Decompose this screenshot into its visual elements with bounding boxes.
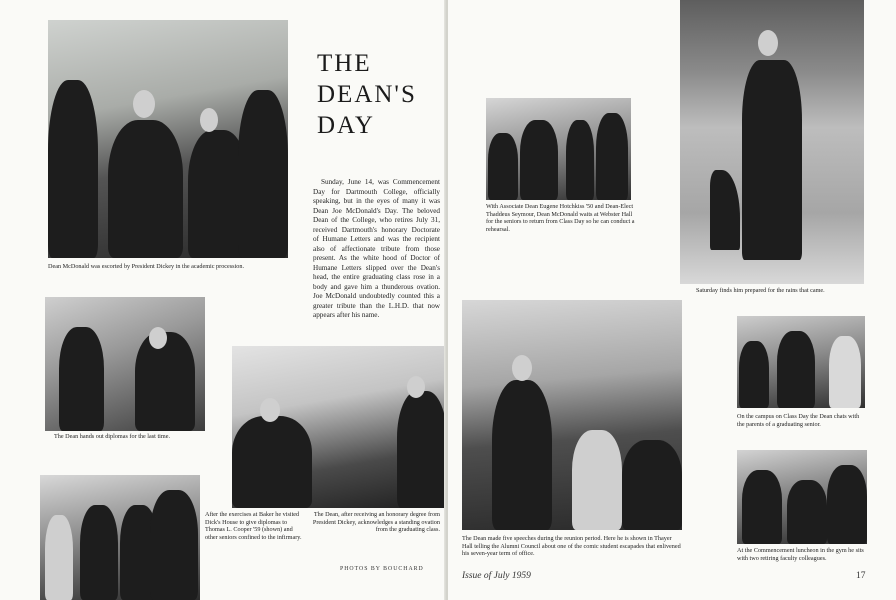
caption-diplomas: The Dean hands out diplomas for the last time. xyxy=(54,433,170,440)
right-page xyxy=(448,0,896,600)
photo-reunion xyxy=(462,300,682,530)
caption-rains: Saturday finds him prepared for the rains that came. xyxy=(696,287,825,294)
photo-baker xyxy=(40,475,200,600)
photo-classday xyxy=(737,316,865,408)
caption-webster: With Associate Dean Eugene Hotchkiss '50 and Dean-Elect Thaddeus Seymour, Dean McDonald waits at Webster Hall for the seniors to return from Class Day so he can conduct a rehearsal. xyxy=(486,203,635,233)
caption-classday: On the campus on Class Day the Dean chats with the parents of a graduating senior. xyxy=(737,413,860,428)
photo-credit: PHOTOS BY BOUCHARD xyxy=(340,566,424,572)
title-line: THE xyxy=(317,50,372,77)
title-line: DAY xyxy=(317,112,375,139)
photo-ovation xyxy=(232,346,447,508)
article-body: Sunday, June 14, was Commencement Day for Dartmouth College, officially speaking, but in the eyes of many it was Dean Joe McDonald's Day. The beloved Dean of the College, who retires July 31, received Dartmouth's honorary Doctorate of Humane Letters and was the recipient also of affectionate tribute from those present. As the white hood of Doctor of Humane Letters slipped over the Dean's head, the entire graduating class rose in a body and gave him a thunderous ovation. Joe McDonald undoubtedly counted this a greater tribute than the L.H.D. that now appears after his name. xyxy=(313,178,440,319)
caption-procession: Dean McDonald was escorted by President Dickey in the academic procession. xyxy=(48,263,245,270)
photo-procession xyxy=(48,20,288,258)
article-title xyxy=(317,48,427,141)
caption-baker: After the exercises at Baker he visited Dick's House to give diplomas to Thomas L. Cooper '59 (shown) and other seniors confined to the infirmary. xyxy=(205,511,302,541)
caption-ovation: The Dean, after receiving an honorary degree from President Dickey, acknowledges a standing ovation from the graduating class. xyxy=(312,511,440,534)
left-page xyxy=(0,0,446,600)
caption-reunion: The Dean made five speeches during the reunion period. Here he is shown in Thayer Hall telling the Alumni Council about one of the comic student escapades that enlivened his seven-year term of office. xyxy=(462,535,681,558)
photo-webster xyxy=(486,98,631,200)
page-number: 17 xyxy=(856,571,866,581)
photo-diplomas xyxy=(45,297,205,431)
caption-luncheon: At the Commencement luncheon in the gym he sits with two retiring faculty colleagues. xyxy=(737,547,864,562)
title-line: DEAN'S xyxy=(317,81,417,108)
photo-luncheon xyxy=(737,450,867,544)
issue-footer: Issue of July 1959 xyxy=(462,571,531,581)
photo-rains xyxy=(680,0,864,284)
